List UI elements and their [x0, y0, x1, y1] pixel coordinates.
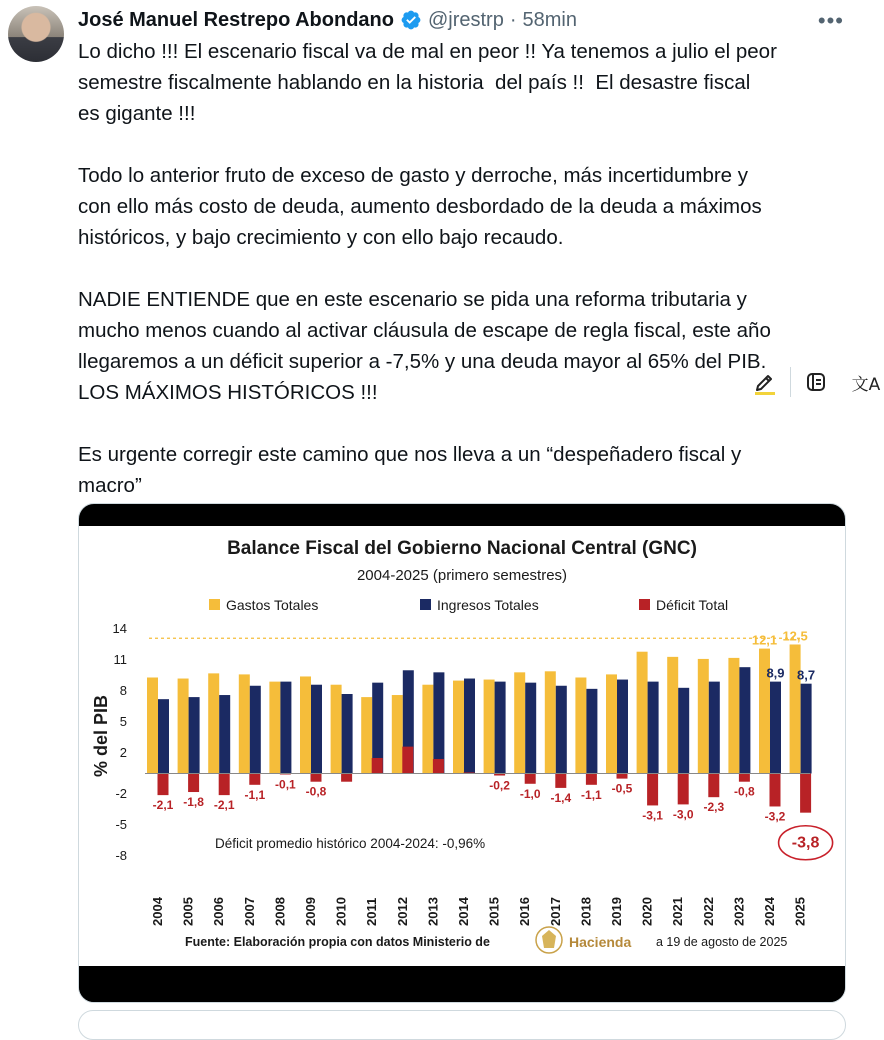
- deficit-label-2008: -0,1: [275, 777, 296, 792]
- bar-ingresos-2018: [586, 689, 597, 774]
- x-tick-label-2013: 2013: [425, 897, 441, 926]
- ingresos-label-2024: 8,9: [766, 665, 785, 681]
- media-bottom-bar: [79, 966, 845, 1002]
- notes-icon[interactable]: [791, 363, 841, 401]
- bar-gastos-2012: [392, 695, 403, 773]
- x-tick-label-2023: 2023: [731, 897, 747, 926]
- bar-deficit-2010: [341, 773, 352, 781]
- bar-ingresos-2007: [250, 686, 261, 774]
- author-handle[interactable]: @jrestrp: [427, 8, 504, 31]
- legend-label-gastos: Gastos Totales: [226, 597, 319, 613]
- bar-deficit-2013: [433, 759, 444, 773]
- bar-deficit-2007: [249, 773, 260, 784]
- bar-gastos-2023: [728, 658, 739, 774]
- chart-subtitle: 2004-2025 (primero semestres): [356, 567, 568, 584]
- source-line: [185, 927, 787, 953]
- deficit-label-2009: -0,8: [305, 784, 327, 799]
- bar-ingresos-2024: [770, 682, 781, 774]
- x-tick-label-2011: 2011: [364, 897, 380, 926]
- deficit-label-2006: -2,1: [213, 798, 235, 813]
- deficit-label-2022: -2,3: [703, 800, 725, 815]
- source-text: Fuente: Elaboración propia con datos Ministerio de: [185, 935, 490, 949]
- bar-gastos-2019: [606, 674, 617, 773]
- bar-deficit-2016: [525, 773, 536, 783]
- gastos-label-2024: 12,1: [751, 632, 778, 648]
- x-tick-label-2010: 2010: [333, 897, 349, 926]
- y-tick-label-4: 2: [119, 744, 127, 760]
- deficit-label-2023: -0,8: [734, 784, 755, 799]
- source-logo-text: Hacienda: [569, 934, 632, 950]
- deficit-label-2024: -3,2: [764, 809, 786, 824]
- bar-deficit-2021: [678, 773, 689, 804]
- bar-gastos-2014: [453, 681, 464, 774]
- avatar[interactable]: [8, 6, 64, 62]
- bar-deficit-2025: [800, 773, 811, 812]
- deficit-label-2007: -1,1: [244, 787, 266, 802]
- bar-deficit-2019: [617, 773, 628, 778]
- bar-deficit-2012: [402, 747, 413, 774]
- bar-ingresos-2025: [801, 684, 812, 774]
- tweet-header: [78, 6, 577, 34]
- legend-swatch-ingresos: [420, 599, 431, 610]
- selection-toolbar: [740, 363, 884, 401]
- verified-badge-icon: [400, 9, 422, 31]
- average-annotation: Déficit promedio histórico 2004-2024: -0,96%: [215, 836, 486, 851]
- tweet-text: Lo dicho !!! El escenario fiscal va de mal en peor !! Ya tenemos a julio el peor semestre fiscalmente hablando en la historia del país !! El desastre fiscal es gigante !!! Todo lo anterior fruto de exceso de gasto y derroche, más incertidumbre y con ello más costo de deuda, aumento desbordado de la deuda a máximos históricos, y bajo crecimiento y con ello bajo recaudo. NADIE ENTIENDE que en este escenario se pida una reforma tributaria y mucho menos cuando al activar cláusula de escape de regla fiscal, este año llegaremos a un déficit superior a -7,5% y una deuda mayor al 65% del PIB. LOS MÁXIMOS HISTÓRICOS !!! Es urgente corregir este camino que nos lleva a un “despeñadero fiscal y macro”: [78, 40, 777, 497]
- translate-icon[interactable]: [841, 363, 884, 401]
- legend-swatch-deficit: [639, 599, 650, 610]
- bar-ingresos-2023: [739, 667, 750, 773]
- chart-title: Balance Fiscal del Gobierno Nacional Central (GNC): [227, 538, 697, 559]
- bar-deficit-2006: [219, 773, 230, 795]
- bar-deficit-2020: [647, 773, 658, 805]
- bar-gastos-2020: [637, 652, 648, 774]
- hacienda-logo-icon: [536, 927, 562, 953]
- bar-gastos-2004: [147, 677, 158, 773]
- bar-gastos-2016: [514, 672, 525, 773]
- bar-ingresos-2008: [280, 682, 291, 774]
- bar-gastos-2010: [331, 685, 342, 774]
- bar-deficit-2005: [188, 773, 199, 792]
- x-tick-label-2004: 2004: [150, 897, 165, 926]
- x-tick-label-2022: 2022: [700, 897, 716, 926]
- bar-ingresos-2004: [158, 699, 169, 773]
- x-tick-label-2007: 2007: [241, 897, 257, 926]
- bar-deficit-2004: [158, 773, 169, 795]
- y-tick-label-6: -5: [115, 817, 127, 833]
- bar-deficit-2017: [555, 773, 566, 787]
- y-tick-label-7: -8: [115, 848, 127, 863]
- y-tick-label-2: 8: [119, 682, 127, 698]
- tweet-media-image[interactable]: [78, 503, 846, 1003]
- bar-gastos-2011: [361, 697, 372, 773]
- deficit-label-2025: -3,8: [791, 834, 820, 852]
- bar-deficit-2022: [708, 773, 719, 797]
- bar-deficit-2011: [372, 758, 383, 773]
- bar-deficit-2009: [311, 773, 322, 781]
- deficit-label-2004: -2,1: [152, 798, 174, 813]
- bar-ingresos-2009: [311, 685, 322, 774]
- x-tick-label-2025: 2025: [792, 897, 808, 926]
- x-tick-label-2014: 2014: [456, 897, 471, 926]
- y-tick-label-3: 5: [119, 713, 127, 729]
- y-tick-label-5: -2: [115, 786, 127, 802]
- bar-gastos-2017: [545, 671, 556, 773]
- bar-deficit-2018: [586, 773, 597, 784]
- bar-deficit-2023: [739, 773, 750, 781]
- more-dots-icon[interactable]: •••: [817, 8, 844, 33]
- x-tick-label-2024: 2024: [762, 897, 777, 926]
- source-date: a 19 de agosto de 2025: [656, 935, 788, 949]
- legend: [209, 597, 728, 613]
- deficit-label-2019: -0,5: [611, 781, 633, 796]
- deficit-label-2018: -1,1: [581, 787, 602, 802]
- bar-gastos-2007: [239, 674, 250, 773]
- bar-ingresos-2013: [433, 672, 444, 773]
- bar-deficit-2024: [770, 773, 781, 806]
- x-tick-label-2005: 2005: [180, 897, 196, 926]
- bar-ingresos-2014: [464, 679, 475, 774]
- bar-ingresos-2017: [556, 686, 567, 774]
- bar-gastos-2005: [178, 679, 189, 774]
- y-axis-ticks: [113, 621, 127, 863]
- next-media-card: [78, 1010, 846, 1040]
- x-tick-label-2019: 2019: [609, 897, 624, 926]
- bar-gastos-2021: [667, 657, 678, 774]
- bar-gastos-2022: [698, 659, 709, 774]
- tweet-timestamp[interactable]: 58min: [522, 8, 577, 31]
- y-tick-label-1: 11: [113, 651, 127, 667]
- bar-ingresos-2015: [495, 682, 506, 774]
- bar-ingresos-2020: [648, 682, 659, 774]
- deficit-label-2021: -3,0: [672, 807, 694, 822]
- bar-ingresos-2010: [342, 694, 353, 773]
- bar-ingresos-2016: [525, 683, 536, 774]
- y-tick-label-0: 14: [112, 621, 127, 636]
- legend-label-ingresos: Ingresos Totales: [437, 597, 539, 613]
- bar-ingresos-2005: [189, 697, 200, 773]
- bar-gastos-2015: [484, 680, 495, 774]
- legend-label-deficit: Déficit Total: [656, 597, 729, 613]
- author-name[interactable]: José Manuel Restrepo Abondano: [78, 8, 394, 31]
- separator-dot: ·: [509, 8, 517, 31]
- bar-gastos-2006: [208, 673, 219, 773]
- ingresos-label-2025: 8,7: [797, 667, 816, 683]
- bar-gastos-2025: [790, 644, 801, 773]
- bar-gastos-2009: [300, 676, 311, 773]
- x-tick-label-2020: 2020: [639, 897, 655, 926]
- bar-ingresos-2006: [219, 695, 230, 773]
- deficit-label-2015: -0,2: [489, 778, 510, 793]
- bar-gastos-2013: [422, 685, 433, 774]
- deficit-label-2017: -1,4: [550, 790, 572, 805]
- highlight-pen-icon[interactable]: [740, 363, 790, 401]
- deficit-label-2020: -3,1: [642, 808, 663, 823]
- bar-ingresos-2019: [617, 680, 628, 774]
- deficit-label-2016: -1,0: [519, 786, 541, 801]
- x-tick-label-2012: 2012: [394, 897, 410, 926]
- x-tick-label-2016: 2016: [517, 897, 533, 926]
- x-tick-label-2006: 2006: [211, 897, 227, 926]
- fiscal-balance-chart: [79, 526, 845, 966]
- x-tick-label-2008: 2008: [272, 897, 288, 926]
- x-tick-label-2018: 2018: [578, 897, 594, 926]
- bar-gastos-2018: [575, 677, 586, 773]
- y-axis-label: % del PIB: [91, 694, 111, 778]
- translate-glyph: 文A: [851, 374, 881, 395]
- x-tick-label-2017: 2017: [547, 897, 563, 926]
- bar-ingresos-2022: [709, 682, 720, 774]
- x-tick-label-2021: 2021: [670, 897, 686, 926]
- chart-panel: [79, 526, 845, 966]
- bar-ingresos-2021: [678, 688, 689, 774]
- x-axis-ticks: [150, 896, 808, 926]
- bar-gastos-2008: [269, 682, 280, 774]
- deficit-label-2005: -1,8: [183, 795, 204, 810]
- x-tick-label-2009: 2009: [303, 897, 318, 926]
- gastos-label-2025: 12,5: [782, 628, 808, 644]
- x-tick-label-2015: 2015: [486, 897, 502, 926]
- legend-swatch-gastos: [209, 599, 220, 610]
